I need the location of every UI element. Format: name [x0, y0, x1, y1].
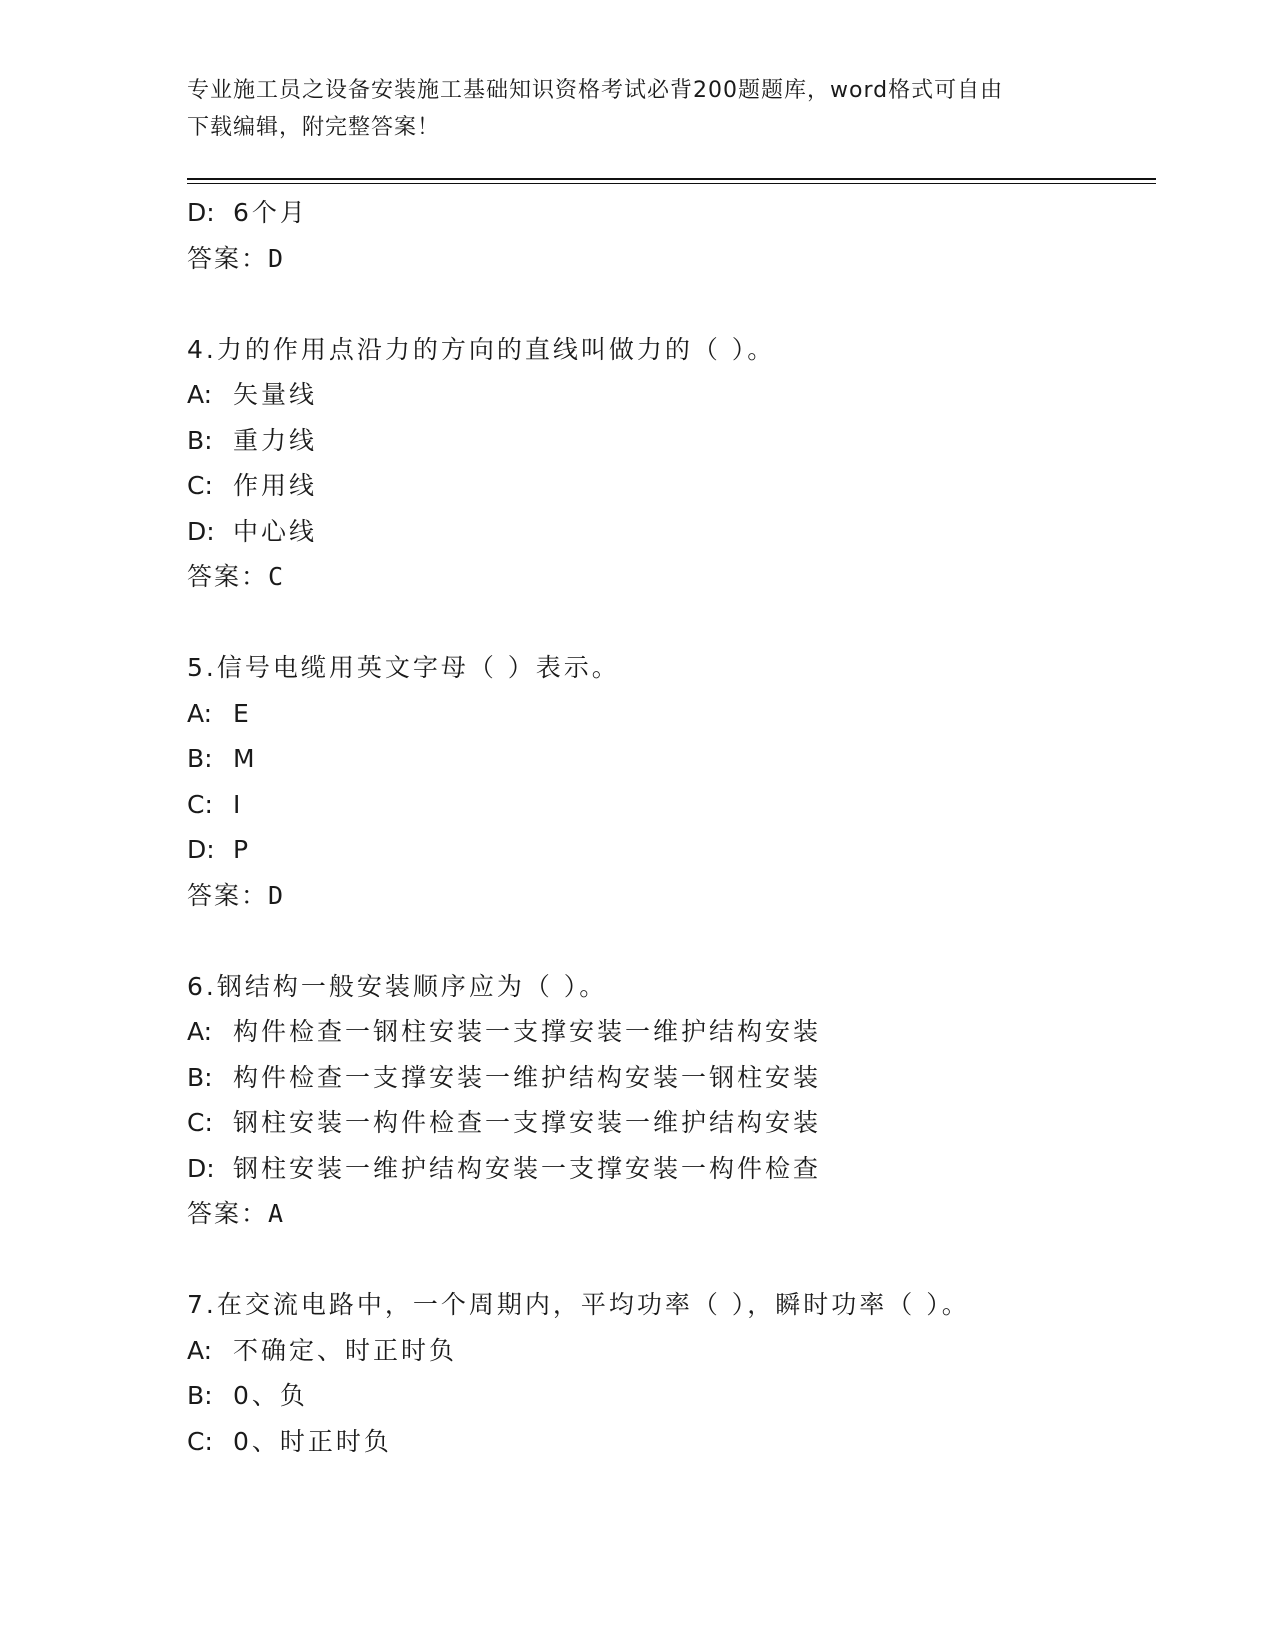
option-text: 构件检查一支撑安装一维护结构安装一钢柱安装 [233, 1062, 822, 1092]
answer-label: 答案： [187, 1199, 269, 1228]
spacer [187, 281, 1156, 327]
option-a [187, 691, 1156, 737]
answer-value: D [268, 243, 284, 273]
option-key: A: [187, 1335, 213, 1365]
question-stem: 6.钢结构一般安装顺序应为（ ）。 [187, 971, 608, 1001]
option-key: B: [187, 1062, 213, 1092]
answer-line [187, 554, 1156, 600]
option-text: 0、时正时负 [233, 1426, 392, 1456]
answer-value: C [268, 562, 284, 591]
answer-line [187, 1191, 1156, 1237]
header-divider-thick [187, 178, 1156, 180]
answer-label: 答案： [187, 243, 269, 273]
option-text: M [233, 744, 258, 773]
question-list [187, 190, 1156, 1464]
header-divider-thin [187, 183, 1156, 184]
header-title-line-2: 下载编辑，附完整答案！ [187, 115, 441, 140]
option-text: 重力线 [233, 425, 318, 455]
option-key: B: [187, 1381, 213, 1410]
option-key: D: [187, 198, 215, 227]
option-a [187, 1328, 1156, 1374]
option-text: 中心线 [233, 516, 318, 546]
option-key: D: [187, 835, 215, 864]
option-text: 不确定、时正时负 [233, 1335, 458, 1365]
answer-value: A [268, 1199, 284, 1228]
document-header [187, 72, 1087, 146]
option-key: A: [187, 380, 213, 409]
option-d [187, 509, 1156, 555]
option-a [187, 372, 1156, 418]
option-text: 6个月 [233, 198, 308, 227]
option-b [187, 1055, 1156, 1101]
option-b [187, 418, 1156, 464]
option-c [187, 1100, 1156, 1146]
option-b [187, 1373, 1156, 1419]
option-key: A: [187, 698, 213, 728]
option-d [187, 827, 1156, 873]
answer-label: 答案： [187, 880, 269, 910]
answer-value: D [268, 880, 284, 910]
option-text: P [233, 835, 252, 864]
option-key: B: [187, 425, 213, 455]
spacer [187, 1237, 1156, 1283]
option-text: 0、负 [233, 1381, 308, 1410]
option-text: 钢柱安装一维护结构安装一支撑安装一构件检查 [233, 1153, 822, 1183]
option-text: E [233, 698, 252, 728]
option-key: D: [187, 1153, 215, 1183]
option-b [187, 736, 1156, 782]
answer-line [187, 873, 1156, 919]
option-d [187, 190, 1156, 236]
option-c [187, 463, 1156, 509]
option-a [187, 1009, 1156, 1055]
option-text: 钢柱安装一构件检查一支撑安装一维护结构安装 [233, 1108, 822, 1137]
option-text: 矢量线 [233, 380, 318, 409]
question-stem: 4.力的作用点沿力的方向的直线叫做力的（ ）。 [187, 334, 776, 364]
option-text: 作用线 [233, 471, 318, 500]
option-text: I [233, 789, 244, 819]
option-c [187, 782, 1156, 828]
option-key: A: [187, 1017, 213, 1046]
spacer [187, 600, 1156, 646]
option-text: 构件检查一钢柱安装一支撑安装一维护结构安装 [233, 1017, 822, 1046]
answer-line [187, 236, 1156, 282]
spacer [187, 918, 1156, 964]
option-c [187, 1419, 1156, 1465]
option-key: B: [187, 744, 213, 773]
option-key: C: [187, 1426, 213, 1456]
option-key: D: [187, 516, 215, 546]
option-key: C: [187, 789, 213, 819]
header-title-line-1: 专业施工员之设备安装施工基础知识资格考试必背200题题库，word格式可自由 [187, 78, 1004, 103]
answer-label: 答案： [187, 562, 269, 591]
question-stem: 5.信号电缆用英文字母（ ）表示。 [187, 653, 620, 682]
question-stem: 7.在交流电路中，一个周期内，平均功率（ ），瞬时功率（ ）。 [187, 1290, 970, 1319]
option-d [187, 1146, 1156, 1192]
option-key: C: [187, 471, 213, 500]
option-key: C: [187, 1108, 213, 1137]
